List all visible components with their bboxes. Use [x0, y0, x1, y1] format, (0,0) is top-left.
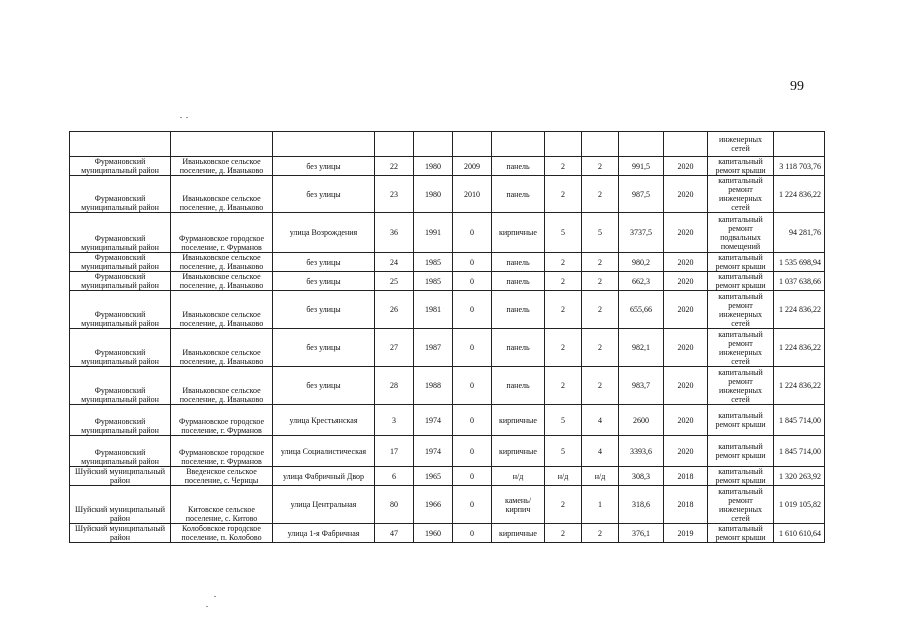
cell-floors: 2 — [545, 157, 582, 176]
cell-floors: 2 — [545, 253, 582, 272]
cell-district: Фурмановский муниципальный район — [70, 367, 171, 405]
cell-empty — [375, 132, 414, 157]
cell-planned-year: 2020 — [664, 272, 708, 291]
cell-empty — [774, 132, 825, 157]
cell-work-type: капитальный ремонт крыши — [708, 253, 774, 272]
cell-district: Фурмановский муниципальный район — [70, 291, 171, 329]
cell-house-number: 47 — [375, 524, 414, 543]
scan-speck — [214, 596, 216, 597]
cell-floors: н/д — [545, 467, 582, 486]
cell-year-built: 1991 — [414, 213, 453, 253]
cell-wall-material: панель — [492, 176, 545, 213]
cell-area: 983,7 — [619, 367, 664, 405]
cell-settlement: Иваньковское сельское поселение, д. Иваньково — [171, 367, 273, 405]
table-row — [70, 405, 825, 436]
cell-district: Фурмановский муниципальный район — [70, 405, 171, 436]
cell-year-built: 1980 — [414, 157, 453, 176]
housing-repair-table — [69, 131, 825, 543]
cell-work-type: капитальный ремонт инженерных сетей — [708, 291, 774, 329]
table-row — [70, 329, 825, 367]
table-row — [70, 272, 825, 291]
cell-settlement: Введенское сельское поселение, с. Чернцы — [171, 467, 273, 486]
cell-year-renovated: 0 — [453, 524, 492, 543]
cell-entrances: 2 — [582, 524, 619, 543]
cell-settlement: Иваньковское сельское поселение, д. Иваньково — [171, 329, 273, 367]
cell-settlement: Иваньковское сельское поселение, д. Иваньково — [171, 291, 273, 329]
cell-floors: 2 — [545, 272, 582, 291]
cell-year-built: 1965 — [414, 467, 453, 486]
cell-wall-material: камень/кирпич — [492, 486, 545, 524]
cell-entrances: 4 — [582, 436, 619, 467]
scan-speck — [180, 117, 182, 118]
cell-planned-year: 2020 — [664, 157, 708, 176]
cell-house-number: 3 — [375, 405, 414, 436]
cell-cost: 94 281,76 — [774, 213, 825, 253]
cell-district: Фурмановский муниципальный район — [70, 253, 171, 272]
cell-entrances: 4 — [582, 405, 619, 436]
cell-wall-material: панель — [492, 291, 545, 329]
cell-settlement: Иваньковское сельское поселение, д. Иваньково — [171, 272, 273, 291]
cell-year-renovated: 0 — [453, 467, 492, 486]
cell-year-renovated: 2010 — [453, 176, 492, 213]
table-row-continuation — [70, 132, 825, 157]
cell-settlement: Китовское сельское поселение, с. Китово — [171, 486, 273, 524]
cell-year-renovated: 0 — [453, 291, 492, 329]
table-row — [70, 467, 825, 486]
cell-empty — [453, 132, 492, 157]
cell-house-number: 22 — [375, 157, 414, 176]
cell-empty — [582, 132, 619, 157]
cell-wall-material: панель — [492, 367, 545, 405]
cell-area: 376,1 — [619, 524, 664, 543]
table-row — [70, 176, 825, 213]
cell-planned-year: 2020 — [664, 367, 708, 405]
cell-year-built: 1960 — [414, 524, 453, 543]
cell-work-type: капитальный ремонт инженерных сетей — [708, 329, 774, 367]
table-row — [70, 157, 825, 176]
cell-year-renovated: 2009 — [453, 157, 492, 176]
cell-empty — [545, 132, 582, 157]
cell-house-number: 25 — [375, 272, 414, 291]
cell-area: 3737,5 — [619, 213, 664, 253]
cell-area: 2600 — [619, 405, 664, 436]
cell-street: улица Центральная — [273, 486, 375, 524]
cell-district: Фурмановский муниципальный район — [70, 213, 171, 253]
cell-planned-year: 2020 — [664, 405, 708, 436]
cell-year-built: 1974 — [414, 405, 453, 436]
cell-entrances: 1 — [582, 486, 619, 524]
cell-planned-year: 2020 — [664, 291, 708, 329]
cell-year-renovated: 0 — [453, 213, 492, 253]
cell-cost: 1 224 836,22 — [774, 329, 825, 367]
cell-district: Шуйский муниципальный район — [70, 524, 171, 543]
cell-street: без улицы — [273, 176, 375, 213]
cell-floors: 2 — [545, 486, 582, 524]
cell-floors: 2 — [545, 524, 582, 543]
cell-cost: 1 610 610,64 — [774, 524, 825, 543]
cell-house-number: 36 — [375, 213, 414, 253]
cell-street: без улицы — [273, 291, 375, 329]
cell-year-renovated: 0 — [453, 436, 492, 467]
cell-planned-year: 2018 — [664, 486, 708, 524]
cell-settlement: Фурмановское городское поселение, г. Фурманов — [171, 213, 273, 253]
cell-work-type: инженерных сетей — [708, 132, 774, 157]
cell-work-type: капитальный ремонт инженерных сетей — [708, 486, 774, 524]
cell-area: 662,3 — [619, 272, 664, 291]
cell-street: без улицы — [273, 329, 375, 367]
cell-entrances: 2 — [582, 367, 619, 405]
cell-wall-material: панель — [492, 272, 545, 291]
cell-settlement: Иваньковское сельское поселение, д. Иваньково — [171, 253, 273, 272]
cell-wall-material: панель — [492, 329, 545, 367]
cell-work-type: капитальный ремонт крыши — [708, 405, 774, 436]
table-row — [70, 524, 825, 543]
cell-entrances: н/д — [582, 467, 619, 486]
cell-street: улица Возрождения — [273, 213, 375, 253]
cell-floors: 2 — [545, 176, 582, 213]
table-body — [70, 132, 825, 543]
cell-district: Шуйский муниципальный район — [70, 486, 171, 524]
table-row — [70, 367, 825, 405]
table-row — [70, 253, 825, 272]
cell-empty — [273, 132, 375, 157]
cell-work-type: капитальный ремонт инженерных сетей — [708, 367, 774, 405]
cell-entrances: 2 — [582, 176, 619, 213]
cell-wall-material: кирпичные — [492, 405, 545, 436]
cell-entrances: 2 — [582, 272, 619, 291]
cell-floors: 2 — [545, 329, 582, 367]
cell-street: без улицы — [273, 367, 375, 405]
cell-cost: 1 845 714,00 — [774, 436, 825, 467]
cell-settlement: Колобовское городское поселение, п. Колобово — [171, 524, 273, 543]
cell-work-type: капитальный ремонт инженерных сетей — [708, 176, 774, 213]
cell-planned-year: 2020 — [664, 176, 708, 213]
cell-street: без улицы — [273, 157, 375, 176]
cell-wall-material: панель — [492, 157, 545, 176]
cell-year-built: 1985 — [414, 253, 453, 272]
cell-house-number: 17 — [375, 436, 414, 467]
cell-floors: 5 — [545, 213, 582, 253]
cell-area: 987,5 — [619, 176, 664, 213]
cell-cost: 1 224 836,22 — [774, 291, 825, 329]
cell-planned-year: 2020 — [664, 213, 708, 253]
cell-settlement: Фурмановское городское поселение, г. Фурманов — [171, 405, 273, 436]
cell-wall-material: кирпичные — [492, 436, 545, 467]
cell-district: Фурмановский муниципальный район — [70, 436, 171, 467]
cell-year-built: 1987 — [414, 329, 453, 367]
cell-cost: 1 019 105,82 — [774, 486, 825, 524]
cell-empty — [414, 132, 453, 157]
cell-year-built: 1985 — [414, 272, 453, 291]
cell-year-renovated: 0 — [453, 329, 492, 367]
cell-district: Фурмановский муниципальный район — [70, 176, 171, 213]
cell-wall-material: н/д — [492, 467, 545, 486]
cell-year-built: 1980 — [414, 176, 453, 213]
cell-empty — [619, 132, 664, 157]
cell-house-number: 27 — [375, 329, 414, 367]
cell-house-number: 23 — [375, 176, 414, 213]
cell-area: 308,3 — [619, 467, 664, 486]
cell-planned-year: 2018 — [664, 467, 708, 486]
cell-year-built: 1988 — [414, 367, 453, 405]
cell-empty — [492, 132, 545, 157]
cell-area: 991,5 — [619, 157, 664, 176]
cell-work-type: капитальный ремонт крыши — [708, 272, 774, 291]
cell-work-type: капитальный ремонт крыши — [708, 157, 774, 176]
cell-street: улица 1-я Фабричная — [273, 524, 375, 543]
cell-street: улица Крестьянская — [273, 405, 375, 436]
cell-cost: 1 224 836,22 — [774, 367, 825, 405]
cell-wall-material: кирпичные — [492, 213, 545, 253]
cell-work-type: капитальный ремонт крыши — [708, 436, 774, 467]
cell-cost: 1 320 263,92 — [774, 467, 825, 486]
cell-planned-year: 2020 — [664, 253, 708, 272]
cell-entrances: 2 — [582, 291, 619, 329]
cell-settlement: Иваньковское сельское поселение, д. Иваньково — [171, 176, 273, 213]
cell-year-built: 1966 — [414, 486, 453, 524]
cell-street: улица Фабричный Двор — [273, 467, 375, 486]
cell-floors: 5 — [545, 405, 582, 436]
scan-speck — [186, 117, 188, 118]
cell-work-type: капитальный ремонт крыши — [708, 524, 774, 543]
table-row — [70, 213, 825, 253]
cell-street: без улицы — [273, 272, 375, 291]
cell-empty — [664, 132, 708, 157]
cell-work-type: капитальный ремонт подвальных помещений — [708, 213, 774, 253]
table-row — [70, 436, 825, 467]
cell-year-renovated: 0 — [453, 405, 492, 436]
cell-empty — [171, 132, 273, 157]
cell-cost: 1 224 836,22 — [774, 176, 825, 213]
cell-area: 3393,6 — [619, 436, 664, 467]
cell-district: Фурмановский муниципальный район — [70, 329, 171, 367]
table-row — [70, 291, 825, 329]
cell-cost: 1 845 714,00 — [774, 405, 825, 436]
cell-street: улица Социалистическая — [273, 436, 375, 467]
cell-work-type: капитальный ремонт крыши — [708, 467, 774, 486]
cell-district: Фурмановский муниципальный район — [70, 272, 171, 291]
cell-house-number: 26 — [375, 291, 414, 329]
cell-house-number: 6 — [375, 467, 414, 486]
cell-cost: 3 118 703,76 — [774, 157, 825, 176]
cell-street: без улицы — [273, 253, 375, 272]
cell-wall-material: кирпичные — [492, 524, 545, 543]
cell-floors: 2 — [545, 291, 582, 329]
cell-entrances: 5 — [582, 213, 619, 253]
cell-year-renovated: 0 — [453, 486, 492, 524]
cell-year-built: 1974 — [414, 436, 453, 467]
cell-year-renovated: 0 — [453, 272, 492, 291]
cell-floors: 5 — [545, 436, 582, 467]
cell-year-renovated: 0 — [453, 253, 492, 272]
cell-house-number: 80 — [375, 486, 414, 524]
cell-area: 980,2 — [619, 253, 664, 272]
scan-speck — [206, 606, 208, 607]
cell-house-number: 24 — [375, 253, 414, 272]
cell-entrances: 2 — [582, 157, 619, 176]
cell-year-renovated: 0 — [453, 367, 492, 405]
cell-area: 655,66 — [619, 291, 664, 329]
cell-empty — [70, 132, 171, 157]
cell-planned-year: 2019 — [664, 524, 708, 543]
cell-house-number: 28 — [375, 367, 414, 405]
cell-district: Фурмановский муниципальный район — [70, 157, 171, 176]
cell-wall-material: панель — [492, 253, 545, 272]
cell-area: 982,1 — [619, 329, 664, 367]
cell-year-built: 1981 — [414, 291, 453, 329]
cell-area: 318,6 — [619, 486, 664, 524]
cell-cost: 1 535 698,94 — [774, 253, 825, 272]
page-number: 99 — [790, 79, 804, 94]
cell-floors: 2 — [545, 367, 582, 405]
cell-entrances: 2 — [582, 253, 619, 272]
cell-planned-year: 2020 — [664, 329, 708, 367]
table-row — [70, 486, 825, 524]
cell-entrances: 2 — [582, 329, 619, 367]
cell-planned-year: 2020 — [664, 436, 708, 467]
cell-district: Шуйский муниципальный район — [70, 467, 171, 486]
cell-settlement: Фурмановское городское поселение, г. Фурманов — [171, 436, 273, 467]
cell-settlement: Иваньковское сельское поселение, д. Иваньково — [171, 157, 273, 176]
cell-cost: 1 037 638,66 — [774, 272, 825, 291]
